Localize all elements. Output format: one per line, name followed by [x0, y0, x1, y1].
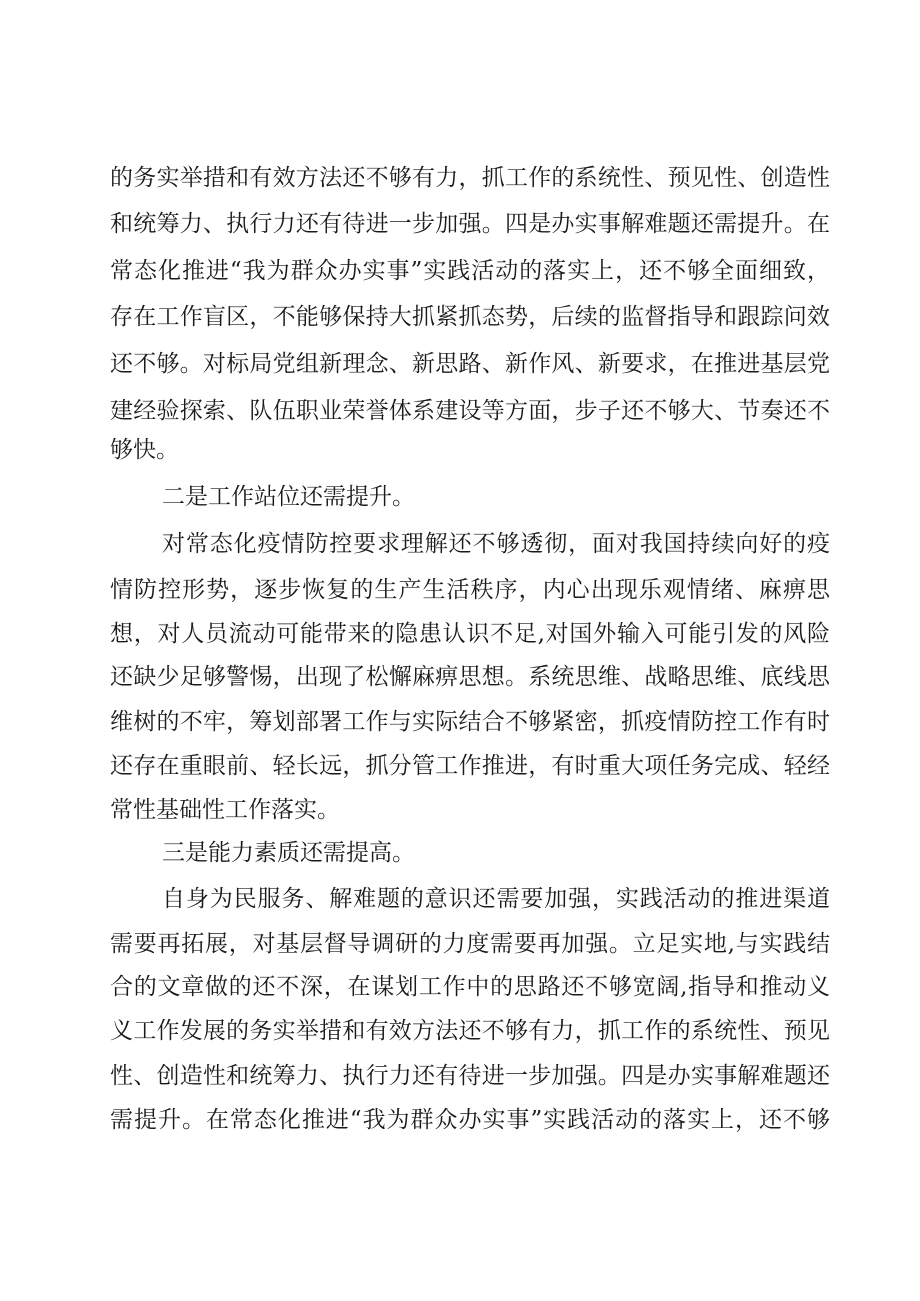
paragraph-1-line-7: 够快。	[110, 437, 179, 463]
paragraph-3-line-6: 需提升。在常态化推进“我为群众办实事”实践活动的落实上，还不够	[110, 1107, 830, 1133]
paragraph-1-line-5: 还不够。对标局党组新理念、新思路、新作风、新要求，在推进基层党	[110, 351, 830, 377]
paragraph-1-line-6: 建经验探索、队伍职业荣誉体系建设等方面，步子还不够大、节奏还不	[110, 398, 830, 424]
paragraph-3-line-2: 需要再拓展，对基层督导调研的力度需要再加强。立足实地,与实践结	[110, 931, 830, 957]
section-heading-2: 二是工作站位还需提升。	[162, 484, 415, 510]
paragraph-3-line-1: 自身为民服务、解难题的意识还需要加强，实践活动的推进渠道	[162, 886, 830, 912]
section-heading-3: 三是能力素质还需提高。	[162, 840, 415, 866]
paragraph-2-line-2: 情防控形势，逐步恢复的生产生活秩序，内心出现乐观情绪、麻痹思	[110, 577, 830, 603]
paragraph-1-line-1: 的务实举措和有效方法还不够有力，抓工作的系统性、预见性、创造性	[110, 165, 830, 191]
paragraph-2-line-1: 对常态化疫情防控要求理解还不够透彻，面对我国持续向好的疫	[162, 531, 830, 557]
paragraph-1-line-2: 和统筹力、执行力还有待进一步加强。四是办实事解难题还需提升。在	[110, 211, 830, 237]
paragraph-2-line-6: 还存在重眼前、轻长远，抓分管工作推进，有时重大项任务完成、轻经	[110, 753, 830, 779]
paragraph-1-line-4: 存在工作盲区，不能够保持大抓紧抓态势，后续的监督指导和跟踪问效	[110, 304, 830, 330]
paragraph-3-line-4: 义工作发展的务实举措和有效方法还不够有力，抓工作的系统性、预见	[110, 1018, 830, 1044]
paragraph-2-line-5: 维树的不牢，筹划部署工作与实际结合不够紧密，抓疫情防控工作有时	[110, 709, 830, 735]
paragraph-2-line-4: 还缺少足够警惕，出现了松懈麻痹思想。系统思维、战略思维、底线思	[110, 664, 830, 690]
paragraph-1-line-3: 常态化推进“我为群众办实事”实践活动的落实上，还不够全面细致，	[110, 258, 830, 284]
paragraph-2-line-7: 常性基础性工作落实。	[110, 797, 340, 823]
paragraph-3-line-3: 合的文章做的还不深，在谋划工作中的思路还不够宽阔,指导和推动义	[110, 974, 830, 1000]
paragraph-2-line-3: 想，对人员流动可能带来的隐患认识不足,对国外输入可能引发的风险	[110, 621, 830, 647]
paragraph-3-line-5: 性、创造性和统筹力、执行力还有待进一步加强。四是办实事解难题还	[110, 1063, 830, 1089]
